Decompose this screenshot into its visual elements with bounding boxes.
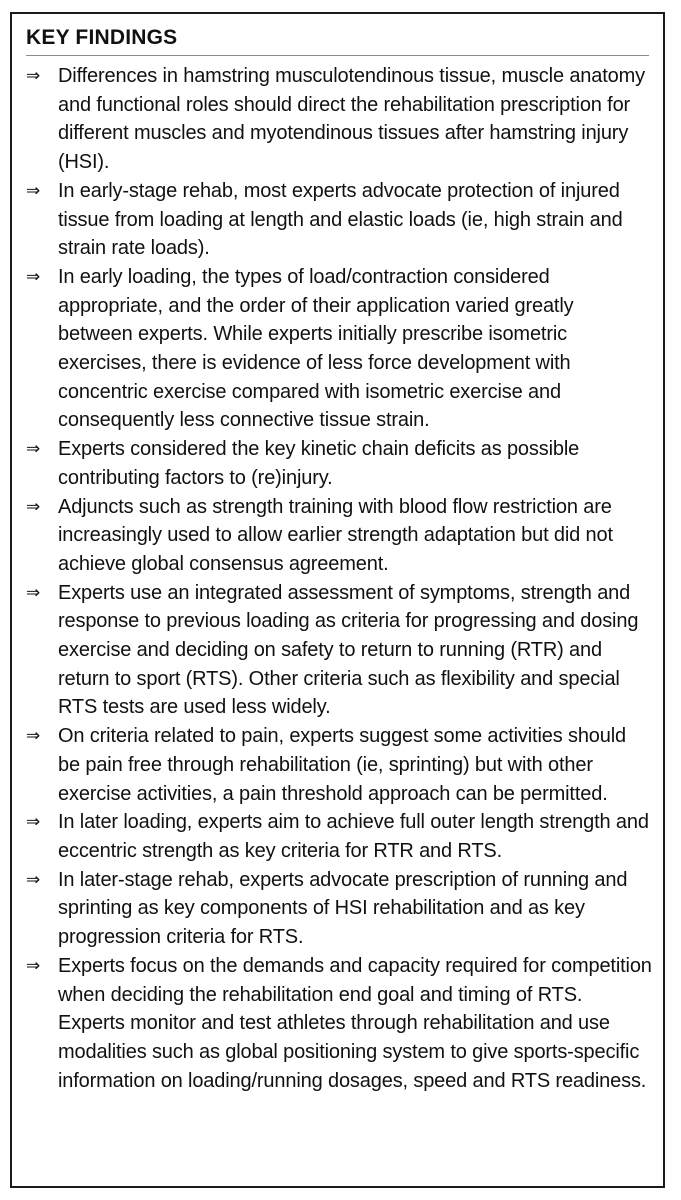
double-arrow-icon: ⇒ bbox=[26, 66, 41, 86]
findings-list bbox=[26, 62, 653, 1095]
double-arrow-icon: ⇒ bbox=[26, 812, 41, 833]
double-arrow-icon: ⇒ bbox=[26, 582, 41, 603]
double-arrow-icon: ⇒ bbox=[26, 955, 41, 976]
double-arrow-icon: ⇒ bbox=[26, 180, 41, 201]
finding-text: In early-stage rehab, most experts advocate protection of injured tissue from loading at length and elastic loads (ie, high strain and strain rate loads). bbox=[58, 179, 623, 260]
list-item bbox=[26, 62, 653, 177]
finding-text: In early loading, the types of load/contraction considered appropriate, and the order of their application varied greatly between experts. While experts initially prescribe isometric exercises, there is evidence of less force development with concentric exercise compared with isometric exercise and consequently less connective tissue strain. bbox=[58, 265, 574, 432]
list-item bbox=[26, 952, 653, 1096]
box-title: KEY FINDINGS bbox=[26, 26, 178, 49]
double-arrow-icon: ⇒ bbox=[26, 726, 41, 747]
list-item bbox=[26, 177, 653, 263]
double-arrow-icon: ⇒ bbox=[26, 266, 41, 287]
finding-text: In later-stage rehab, experts advocate prescription of running and sprinting as key components of HSI rehabilitation and as key progression criteria for RTS. bbox=[58, 868, 628, 949]
list-item bbox=[26, 435, 653, 492]
finding-text: In later loading, experts aim to achieve full outer length strength and eccentric strength as key criteria for RTR and RTS. bbox=[58, 811, 649, 862]
key-findings-box bbox=[10, 12, 665, 1188]
list-item bbox=[26, 263, 653, 435]
finding-text: Experts considered the key kinetic chain deficits as possible contributing factors to (re)injury. bbox=[58, 438, 580, 489]
double-arrow-icon: ⇒ bbox=[26, 496, 41, 517]
list-item bbox=[26, 579, 653, 723]
double-arrow-icon: ⇒ bbox=[26, 439, 41, 460]
finding-text: Experts use an integrated assessment of symptoms, strength and response to previous loading as criteria for progressing and dosing exercise and deciding on safety to return to running (RTR) and return to sport (RTS). Other criteria such as flexibility and special RTS tests are used less widely. bbox=[58, 581, 639, 719]
title-divider bbox=[26, 55, 649, 56]
finding-text: Experts focus on the demands and capacity required for competition when deciding the rehabilitation end goal and timing of RTS. Experts monitor and test athletes through rehabilitation and use modalities such as global positioning system to give sports-specific information on loading/running dosages, speed and RTS readiness. bbox=[58, 954, 652, 1092]
finding-text: Differences in hamstring musculotendinous tissue, muscle anatomy and functional roles should direct the rehabilitation prescription for different muscles and myotendinous tissues after hamstring injury (HSI). bbox=[58, 65, 645, 174]
list-item bbox=[26, 493, 653, 579]
list-item bbox=[26, 866, 653, 952]
double-arrow-icon: ⇒ bbox=[26, 869, 41, 890]
finding-text: Adjuncts such as strength training with blood flow restriction are increasingly used to allow earlier strength adaptation but did not achieve global consensus agreement. bbox=[58, 495, 613, 575]
list-item bbox=[26, 808, 653, 865]
list-item bbox=[26, 722, 653, 808]
finding-text: On criteria related to pain, experts suggest some activities should be pain free through rehabilitation (ie, sprinting) but with other exercise activities, a pain threshold approach can be permitted. bbox=[58, 725, 627, 805]
